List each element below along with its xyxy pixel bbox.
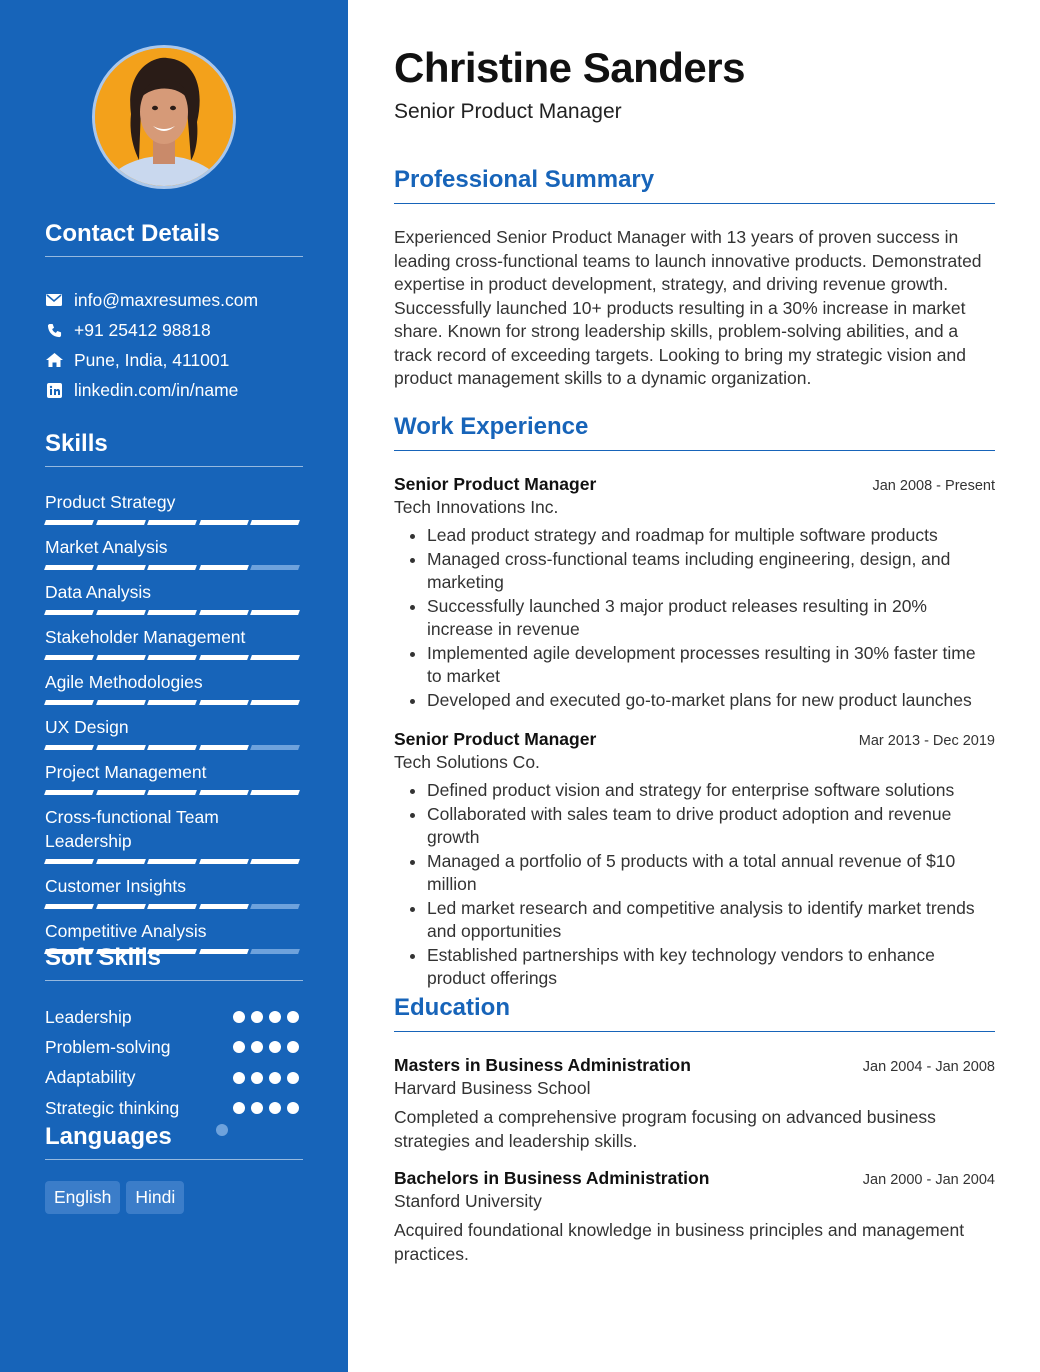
skill-level-segment bbox=[199, 655, 248, 660]
rating-dot bbox=[269, 1072, 281, 1084]
skill-level-segment bbox=[147, 904, 196, 909]
education-dates: Jan 2004 - Jan 2008 bbox=[862, 1059, 995, 1075]
skill-level-segment bbox=[199, 610, 248, 615]
job-company: Tech Solutions Co. bbox=[394, 752, 540, 772]
rating-dot bbox=[269, 1102, 281, 1114]
education-description: Acquired foundational knowledge in business principles and management practices. bbox=[394, 1220, 965, 1264]
skill-level-segment bbox=[96, 790, 145, 795]
skill-level-segment bbox=[147, 520, 196, 525]
soft-skill-item bbox=[45, 1093, 303, 1123]
skill-level-segment bbox=[44, 700, 93, 705]
rating-dot bbox=[233, 1072, 245, 1084]
candidate-name: Christine Sanders bbox=[394, 44, 745, 91]
job-bullet: • Developed and executed go-to-market plans for new product launches bbox=[427, 689, 995, 713]
skill-level-segment bbox=[147, 700, 196, 705]
contact-address-text: Pune, India, 411001 bbox=[74, 349, 230, 370]
skill-item bbox=[45, 670, 303, 705]
skill-level-segment bbox=[96, 565, 145, 570]
skill-level-bar bbox=[45, 790, 303, 795]
job-role: Senior Product Manager bbox=[394, 729, 597, 749]
rating-dot bbox=[251, 1011, 263, 1023]
education-heading: Education bbox=[394, 994, 995, 1032]
skill-level-segment bbox=[96, 745, 145, 750]
skill-level-segment bbox=[250, 700, 299, 705]
rating-dot bbox=[233, 1041, 245, 1053]
skill-level-segment bbox=[147, 790, 196, 795]
skill-level-segment bbox=[44, 610, 93, 615]
soft-skill-rating bbox=[233, 1041, 303, 1053]
skill-level-segment bbox=[147, 655, 196, 660]
skill-level-segment bbox=[199, 520, 248, 525]
rating-dot bbox=[251, 1072, 263, 1084]
skill-item bbox=[45, 874, 303, 909]
education-entry bbox=[394, 1168, 995, 1266]
contact-email[interactable] bbox=[45, 285, 258, 315]
contact-linkedin-text: linkedin.com/in/name bbox=[74, 379, 239, 400]
job-entry bbox=[394, 474, 995, 712]
skill-level-bar bbox=[45, 610, 303, 615]
skill-name: Market Analysis bbox=[45, 537, 168, 557]
job-bullet: • Implemented agile development processes resulting in 30% faster time to market bbox=[427, 642, 995, 689]
contact-address bbox=[45, 345, 258, 375]
language-tag: Hindi bbox=[126, 1181, 184, 1214]
skill-level-segment bbox=[147, 610, 196, 615]
skill-level-segment bbox=[199, 745, 248, 750]
skill-level-bar bbox=[45, 700, 303, 705]
soft-skill-item bbox=[45, 1063, 303, 1093]
job-company: Tech Innovations Inc. bbox=[394, 497, 559, 517]
skill-level-segment bbox=[44, 904, 93, 909]
skill-level-segment bbox=[147, 565, 196, 570]
contact-phone-text: +91 25412 98818 bbox=[74, 319, 211, 340]
skill-level-segment bbox=[147, 859, 196, 864]
candidate-title: Senior Product Manager bbox=[394, 100, 622, 123]
home-icon bbox=[45, 352, 63, 368]
rating-dot bbox=[269, 1041, 281, 1053]
soft-skills-heading: Soft Skills bbox=[45, 944, 303, 981]
portrait-image bbox=[95, 48, 233, 186]
job-bullet: • Lead product strategy and roadmap for multiple software products bbox=[427, 524, 995, 548]
soft-skill-name: Strategic thinking bbox=[45, 1097, 180, 1118]
job-dates: Mar 2013 - Dec 2019 bbox=[858, 733, 995, 749]
skill-level-segment bbox=[96, 859, 145, 864]
skill-level-segment bbox=[147, 745, 196, 750]
contact-heading: Contact Details bbox=[45, 220, 303, 257]
skill-name: Agile Methodologies bbox=[45, 672, 203, 692]
linkedin-icon bbox=[45, 382, 63, 398]
skill-level-segment bbox=[250, 745, 299, 750]
skill-name: Product Strategy bbox=[45, 492, 176, 512]
job-bullet: • Managed cross-functional teams including engineering, design, and marketing bbox=[427, 548, 995, 595]
skill-item bbox=[45, 715, 303, 750]
soft-skill-name: Adaptability bbox=[45, 1067, 136, 1088]
avatar bbox=[92, 45, 236, 189]
skill-name: Customer Insights bbox=[45, 876, 187, 896]
skill-level-segment bbox=[199, 565, 248, 570]
rating-dot bbox=[269, 1011, 281, 1023]
rating-dot bbox=[287, 1011, 299, 1023]
job-bullets bbox=[394, 524, 995, 712]
skill-name: Data Analysis bbox=[45, 582, 152, 602]
job-bullets bbox=[394, 779, 995, 991]
skill-level-segment bbox=[250, 790, 299, 795]
summary-text: Experienced Senior Product Manager with 13 years of proven success in leading cross-functional teams to launch innovative products. Demonstrated expertise in product development, strategy, and driving revenue growth. Successfully launched 10+ products resulting in a 30% increase in market share. Known for strong leadership skills, problem-solving abilities, and a track record of exceeding targets. Looking to bring my strategic vision and product management skills to a dynamic organization. bbox=[394, 227, 982, 388]
rating-dot bbox=[287, 1041, 299, 1053]
skill-name: UX Design bbox=[45, 717, 129, 737]
skill-level-bar bbox=[45, 655, 303, 660]
education-degree: Bachelors in Business Administration bbox=[394, 1168, 710, 1188]
skill-level-segment bbox=[199, 904, 248, 909]
contact-list bbox=[45, 285, 258, 405]
soft-skill-name: Leadership bbox=[45, 1006, 132, 1027]
job-bullet: • Managed a portfolio of 5 products with a total annual revenue of $10 million bbox=[427, 850, 995, 897]
skill-level-bar bbox=[45, 565, 303, 570]
soft-skill-item bbox=[45, 1002, 303, 1032]
skill-level-segment bbox=[250, 859, 299, 864]
skill-level-segment bbox=[44, 565, 93, 570]
rating-dot bbox=[233, 1102, 245, 1114]
skill-level-segment bbox=[250, 904, 299, 909]
summary-heading: Professional Summary bbox=[394, 166, 995, 204]
skill-level-segment bbox=[250, 520, 299, 525]
skill-level-bar bbox=[45, 520, 303, 525]
rating-dot bbox=[287, 1072, 299, 1084]
job-bullet: • Successfully launched 3 major product releases resulting in 20% increase in revenue bbox=[427, 595, 995, 642]
education-entry bbox=[394, 1055, 995, 1153]
skill-level-segment bbox=[199, 700, 248, 705]
job-entry bbox=[394, 729, 995, 991]
rating-dot bbox=[251, 1102, 263, 1114]
skill-level-segment bbox=[44, 790, 93, 795]
education-school: Harvard Business School bbox=[394, 1078, 591, 1098]
contact-phone[interactable] bbox=[45, 315, 258, 345]
skill-item bbox=[45, 490, 303, 525]
job-role: Senior Product Manager bbox=[394, 474, 597, 494]
skill-name: Project Management bbox=[45, 762, 207, 782]
skill-level-bar bbox=[45, 745, 303, 750]
skill-name: Competitive Analysis bbox=[45, 921, 207, 941]
soft-skill-rating bbox=[233, 1102, 303, 1114]
skill-level-segment bbox=[96, 700, 145, 705]
experience-heading: Work Experience bbox=[394, 413, 995, 451]
skill-item bbox=[45, 625, 303, 660]
job-dates: Jan 2008 - Present bbox=[872, 478, 995, 494]
skill-item bbox=[45, 760, 303, 795]
skill-name: Stakeholder Management bbox=[45, 627, 246, 647]
contact-email-text: info@maxresumes.com bbox=[74, 289, 259, 310]
skills-list bbox=[45, 490, 303, 964]
phone-icon bbox=[45, 322, 63, 338]
sidebar bbox=[0, 0, 348, 1372]
education-dates: Jan 2000 - Jan 2004 bbox=[862, 1172, 995, 1188]
skill-level-segment bbox=[44, 745, 93, 750]
soft-skill-name: Problem-solving bbox=[45, 1036, 171, 1057]
language-tag: English bbox=[45, 1181, 120, 1214]
skill-level-bar bbox=[45, 904, 303, 909]
contact-linkedin[interactable] bbox=[45, 375, 258, 405]
rating-dot bbox=[287, 1102, 299, 1114]
skill-level-segment bbox=[96, 610, 145, 615]
soft-skills-list bbox=[45, 1002, 303, 1123]
rating-dot bbox=[233, 1011, 245, 1023]
skill-level-segment bbox=[96, 520, 145, 525]
skill-level-segment bbox=[199, 859, 248, 864]
job-bullet: • Collaborated with sales team to drive product adoption and revenue growth bbox=[427, 803, 995, 850]
skill-level-segment bbox=[250, 610, 299, 615]
skill-level-segment bbox=[250, 565, 299, 570]
rating-dot bbox=[251, 1041, 263, 1053]
education-school: Stanford University bbox=[394, 1191, 542, 1211]
languages-list bbox=[45, 1181, 184, 1214]
skill-item bbox=[45, 535, 303, 570]
soft-skill-rating bbox=[233, 1011, 303, 1023]
job-bullet: • Led market research and competitive analysis to identify market trends and opportunities bbox=[427, 897, 995, 944]
skill-item bbox=[45, 580, 303, 615]
skill-level-segment bbox=[44, 859, 93, 864]
skill-item bbox=[45, 805, 303, 864]
skill-name: Cross-functional Team Leadership bbox=[45, 807, 219, 851]
languages-heading: Languages bbox=[45, 1123, 303, 1160]
skill-level-segment bbox=[96, 904, 145, 909]
education-description: Completed a comprehensive program focusing on advanced business strategies and leadership skills. bbox=[394, 1107, 936, 1151]
soft-skill-item bbox=[45, 1032, 303, 1062]
skill-level-segment bbox=[250, 655, 299, 660]
envelope-icon bbox=[45, 292, 63, 308]
education-degree: Masters in Business Administration bbox=[394, 1055, 691, 1075]
job-bullet: • Defined product vision and strategy for enterprise software solutions bbox=[427, 779, 995, 803]
skill-level-bar bbox=[45, 859, 303, 864]
skills-heading: Skills bbox=[45, 430, 303, 467]
skill-level-segment bbox=[44, 520, 93, 525]
skill-level-segment bbox=[199, 790, 248, 795]
skill-level-segment bbox=[96, 655, 145, 660]
job-bullet: • Established partnerships with key technology vendors to enhance product offerings bbox=[427, 944, 995, 991]
soft-skill-rating bbox=[233, 1072, 303, 1084]
skill-level-segment bbox=[44, 655, 93, 660]
